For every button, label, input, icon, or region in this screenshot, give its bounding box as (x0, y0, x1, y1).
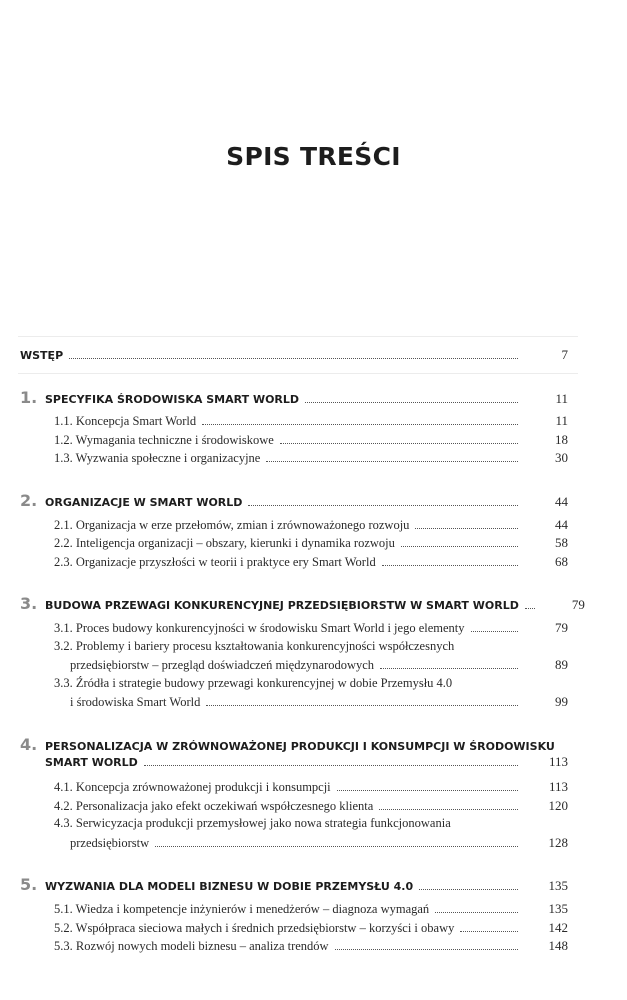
dot-leader (144, 765, 518, 766)
chapter-title: WYZWANIA DLA MODELI BIZNESU W DOBIE PRZEMYSŁU 4.0 (45, 880, 414, 894)
table-of-contents (20, 347, 585, 957)
dot-leader (401, 546, 518, 547)
subsection[interactable] (20, 938, 568, 957)
chapter-title-cont: SMART WORLD (45, 755, 138, 769)
page-number: 148 (548, 938, 568, 954)
page-number: 135 (548, 901, 568, 917)
subsection-title-cont: przedsiębiorstw (70, 835, 150, 850)
spacer (20, 572, 568, 594)
page-number: 79 (555, 619, 568, 635)
page-number: 79 (571, 597, 585, 613)
subsection[interactable] (20, 554, 568, 573)
spacer (20, 613, 568, 620)
dot-leader (305, 402, 518, 403)
dot-leader (155, 846, 518, 847)
spacer (20, 713, 568, 735)
subsection[interactable] (20, 920, 568, 939)
subsection-title: 2.2. Inteligencja organizacji – obszary, kierunki i dynamika rozwoju (54, 536, 395, 551)
subsection[interactable] (20, 779, 568, 798)
subsection-title: 2.3. Organizacje przyszłości w teorii i praktyce ery Smart World (54, 554, 376, 569)
subsection[interactable] (20, 432, 568, 451)
page-number: 68 (555, 553, 568, 569)
subsection-title: 1.3. Wyzwania społeczne i organizacyjne (54, 451, 261, 466)
subsection-title: 1.1. Koncepcja Smart World (54, 414, 197, 429)
subsection-line[interactable] (20, 639, 568, 658)
spacer (20, 366, 568, 388)
page-number: 135 (548, 878, 568, 894)
subsection[interactable] (20, 535, 568, 554)
dot-leader (415, 528, 518, 529)
dot-leader (382, 565, 518, 566)
page-number: 11 (555, 413, 568, 429)
subsection-title-cont: przedsiębiorstw – przegląd doświadczeń międzynarodowych (70, 658, 375, 673)
page-number: 30 (555, 450, 568, 466)
subsection[interactable] (20, 517, 568, 536)
page-number: 120 (548, 797, 568, 813)
subsection-title-cont: i środowiska Smart World (70, 695, 201, 710)
dot-leader (337, 790, 518, 791)
subsection-line[interactable] (20, 816, 568, 835)
subsection-title: 4.2. Personalizacja jako efekt oczekiwań współczesnego klienta (54, 798, 374, 813)
subsection-title: 5.2. Współpraca sieciowa małych i średnich przedsiębiorstw – korzyści i obawy (54, 920, 455, 935)
subsection-title: 4.1. Koncepcja zrównoważonej produkcji i konsumpcji (54, 780, 331, 795)
page-number: 89 (555, 657, 568, 673)
spacer (20, 894, 568, 901)
subsection[interactable] (20, 798, 568, 817)
chapter-title: BUDOWA PRZEWAGI KONKURENCYJNEJ PRZEDSIĘBIORSTW W SMART WORLD (45, 599, 519, 613)
chapter-heading[interactable] (20, 754, 568, 773)
spacer (20, 510, 568, 517)
dot-leader (525, 608, 535, 609)
page-number: 18 (555, 431, 568, 447)
subsection[interactable] (20, 694, 568, 713)
spacer (20, 772, 568, 779)
page-number: 142 (548, 919, 568, 935)
dot-leader (471, 631, 518, 632)
chapter-title: PERSONALIZACJA W ZRÓWNOWAŻONEJ PRODUKCJI I KONSUMPCJI W ŚRODOWISKU (45, 739, 555, 753)
dot-leader (435, 912, 518, 913)
subsection-line[interactable] (20, 676, 568, 695)
subsection-title: 4.3. Serwicyzacja produkcji przemysłowej jako nowa strategia funkcjonowania (54, 816, 451, 831)
page-number: 44 (555, 493, 568, 509)
page-number: 99 (555, 694, 568, 710)
spacer (20, 853, 568, 875)
spacer (20, 406, 568, 413)
chapter-number: 3. (20, 594, 38, 614)
dot-leader (419, 889, 518, 890)
chapter-number: 2. (20, 490, 38, 510)
dot-leader (69, 358, 518, 359)
subsection[interactable] (20, 835, 568, 854)
divider (18, 336, 578, 337)
subsection-title: 5.3. Rozwój nowych modeli biznesu – analiza trendów (54, 939, 329, 954)
chapter-heading[interactable] (20, 594, 585, 614)
dot-leader (380, 668, 518, 669)
chapter-title: SPECYFIKA ŚRODOWISKA SMART WORLD (45, 392, 300, 406)
chapter-title: ORGANIZACJE W SMART WORLD (45, 495, 243, 509)
page-number: 58 (555, 535, 568, 551)
page-number: 113 (548, 753, 568, 769)
entry-title: WSTĘP (20, 349, 64, 362)
subsection-title: 3.1. Proces budowy konkurencyjności w środowisku Smart World i jego elementy (54, 620, 465, 635)
dot-leader (379, 809, 518, 810)
page-number: 7 (561, 347, 568, 362)
subsection[interactable] (20, 413, 568, 432)
dot-leader (460, 931, 518, 932)
subsection-title: 1.2. Wymagania techniczne i środowiskowe (54, 432, 274, 447)
chapter-number: 4. (20, 734, 38, 754)
chapter-number: 5. (20, 875, 38, 895)
page-number: 11 (555, 390, 568, 406)
subsection[interactable] (20, 657, 568, 676)
page-number: 44 (555, 516, 568, 532)
subsection-title: 2.1. Organizacja w erze przełomów, zmian i zrównoważonego rozwoju (54, 517, 410, 532)
subsection[interactable] (20, 901, 568, 920)
chapter-heading[interactable] (20, 388, 568, 407)
subsection-title: 3.2. Problemy i bariery procesu kształtowania konkurencyjności współczesnych (54, 638, 455, 653)
dot-leader (202, 424, 518, 425)
spacer (20, 469, 568, 491)
subsection[interactable] (20, 620, 568, 639)
chapter-number: 1. (20, 387, 38, 407)
page-number: 113 (548, 779, 568, 795)
dot-leader (206, 705, 518, 706)
dot-leader (266, 461, 518, 462)
chapter-heading[interactable] (20, 875, 568, 894)
subsection[interactable] (20, 450, 568, 469)
chapter-heading-line[interactable] (20, 735, 568, 754)
page-number: 128 (548, 834, 568, 850)
dot-leader (248, 505, 518, 506)
chapter-heading[interactable] (20, 491, 568, 510)
subsection-title: 3.3. Źródła i strategie budowy przewagi konkurencyjnej w dobie Przemysłu 4.0 (54, 675, 453, 690)
dot-leader (335, 949, 518, 950)
subsection-title: 5.1. Wiedza i kompetencje inżynierów i menedżerów – diagnoza wymagań (54, 902, 430, 917)
toc-entry-intro[interactable] (20, 347, 568, 366)
page-title: SPIS TREŚCI (226, 142, 401, 171)
dot-leader (280, 443, 518, 444)
